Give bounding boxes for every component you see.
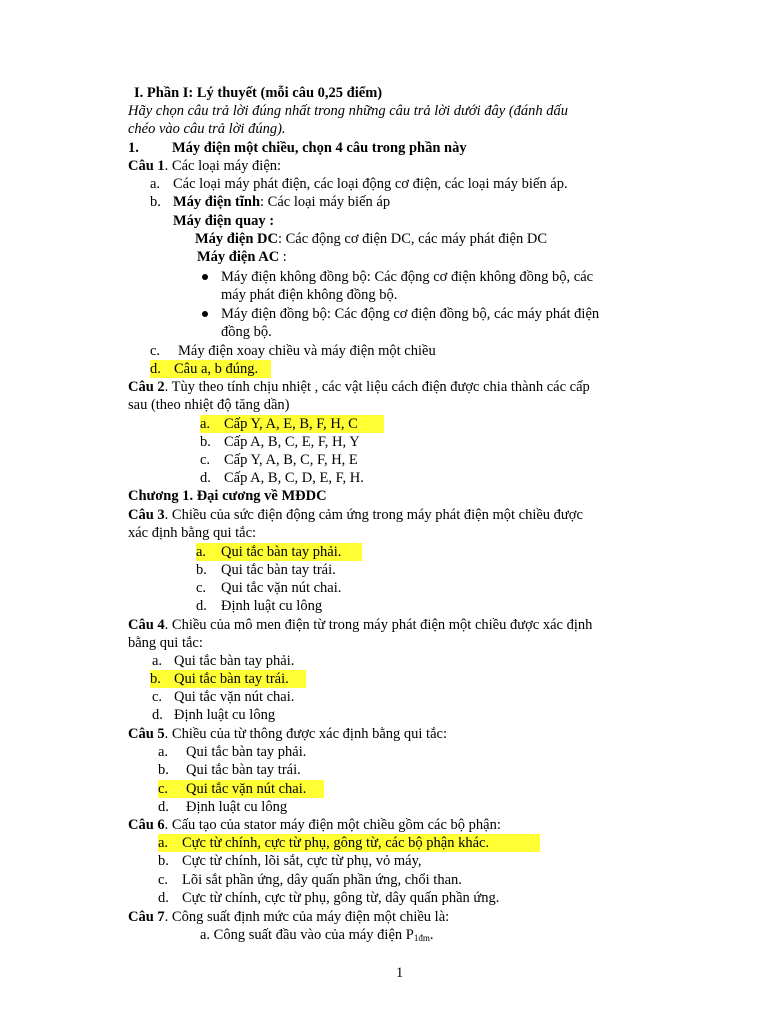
q2-option-d-marker: d.	[200, 470, 211, 486]
q2-option-a	[200, 415, 384, 433]
q6-option-b-text: Cực từ chính, lõi sắt, cực từ phụ, vỏ máy,	[182, 853, 422, 869]
option-end: .	[429, 927, 434, 943]
question-2	[128, 378, 590, 396]
option-marker: a.	[200, 416, 211, 432]
q3-option-d-text: Định luật cu lông	[221, 598, 323, 614]
question-6	[128, 816, 501, 834]
rotating-machines-title: Máy điện quay :	[173, 213, 275, 229]
question-3	[128, 506, 583, 524]
bullet-icon	[202, 274, 208, 280]
question-4	[128, 616, 592, 634]
question-7	[128, 908, 449, 926]
chapter1-title: Chương 1. Đại cương về MĐDC	[128, 488, 327, 504]
question-2-line2: sau (theo nhiệt độ tăng dần)	[128, 397, 290, 413]
q3-option-a	[196, 543, 362, 561]
option-text: Câu a, b đúng.	[174, 361, 259, 377]
section-title: I. Phần I: Lý thuyết (mỗi câu 0,25 điểm)	[134, 85, 383, 101]
q4-option-c-text: Qui tắc vặn nút chai.	[174, 689, 295, 705]
question-text: . Tùy theo tính chịu nhiệt , các vật liệu cách điện được chia thành các cấp	[164, 379, 590, 395]
question-text: . Chiều của mô men điện từ trong máy phát điện một chiều được xác định	[164, 617, 593, 633]
bullet1-line2: máy phát điện không đồng bộ.	[221, 287, 398, 303]
q3-option-b-text: Qui tắc bàn tay trái.	[221, 562, 336, 578]
q3-option-c-marker: c.	[196, 580, 207, 596]
q2-option-b-text: Cấp A, B, C, E, F, H, Y	[224, 434, 360, 450]
option-marker: a.	[196, 544, 207, 560]
bullet-icon	[202, 311, 208, 317]
question-label: Câu 2	[128, 379, 165, 395]
q6-option-d-marker: d.	[158, 890, 169, 906]
q4-option-a-text: Qui tắc bàn tay phải.	[174, 653, 295, 669]
question-label: Câu 4	[128, 617, 165, 633]
bullet1-line1: Máy điện không đồng bộ: Các động cơ điện không đồng bộ, các	[221, 269, 594, 285]
q6-option-b-marker: b.	[158, 853, 169, 869]
part1-title: Máy điện một chiều, chọn 4 câu trong phần này	[172, 140, 467, 156]
option-text: Qui tắc bàn tay trái.	[174, 671, 289, 687]
q5-option-b-text: Qui tắc bàn tay trái.	[186, 762, 301, 778]
option-text: Cực từ chính, cực từ phụ, gông từ, các bộ phận khác.	[182, 835, 490, 851]
question-label: Câu 1	[128, 158, 165, 174]
q4-option-d-text: Định luật cu lông	[174, 707, 276, 723]
q1-option-a-marker: a.	[150, 176, 161, 192]
q3-option-c-text: Qui tắc vặn nút chai.	[221, 580, 342, 596]
question-text: . Cấu tạo của stator máy điện một chiều gồm các bộ phận:	[164, 817, 501, 833]
q1-option-a-text: Các loại máy phát điện, các loại động cơ điện, các loại máy biến áp.	[173, 176, 568, 192]
q1-option-b-marker: b.	[150, 194, 161, 210]
option-text: a. Công suất đầu vào của máy điện P	[200, 927, 414, 943]
bold-term: Máy điện AC	[197, 249, 280, 265]
question-3-line2: xác định bằng qui tắc:	[128, 525, 257, 541]
q5-option-b-marker: b.	[158, 762, 169, 778]
q4-option-a-marker: a.	[152, 653, 163, 669]
q4-option-d-marker: d.	[152, 707, 163, 723]
option-marker: b.	[150, 671, 161, 687]
q6-option-a	[158, 834, 540, 852]
option-marker: a.	[158, 835, 169, 851]
question-label: Câu 3	[128, 507, 165, 523]
question-text: . Chiều của sức điện động cảm ứng trong máy phát điện một chiều được	[164, 507, 583, 523]
question-5	[128, 725, 447, 743]
q5-option-a-text: Qui tắc bàn tay phải.	[186, 744, 307, 760]
question-4-line2: bằng qui tắc:	[128, 635, 203, 651]
definition-text: : Các loại máy biến áp	[260, 194, 391, 210]
q1-option-c-marker: c.	[150, 343, 161, 359]
part1-number: 1.	[128, 140, 139, 156]
option-text: Qui tắc vặn nút chai.	[186, 781, 307, 797]
q6-option-c-marker: c.	[158, 872, 169, 888]
q6-option-c-text: Lõi sắt phần ứng, dây quấn phần ứng, chổi than.	[182, 872, 462, 888]
dc-machines-line	[195, 230, 547, 248]
q1-option-b-text	[173, 193, 390, 211]
q6-option-d-text: Cực từ chính, cực từ phụ, gông từ, dây quấn phần ứng.	[182, 890, 500, 906]
option-marker: c.	[158, 781, 169, 797]
q5-option-c	[158, 780, 324, 798]
q3-option-b-marker: b.	[196, 562, 207, 578]
q5-option-d-marker: d.	[158, 799, 169, 815]
question-text: . Công suất định mức của máy điện một chiều là:	[164, 909, 450, 925]
option-text: Cấp Y, A, E, B, F, H, C	[224, 416, 358, 432]
instruction-line2: chéo vào câu trả lời đúng).	[128, 121, 286, 137]
q2-option-d-text: Cấp A, B, C, D, E, F, H.	[224, 470, 364, 486]
question-label: Câu 6	[128, 817, 165, 833]
ac-machines-line	[197, 248, 287, 266]
bullet2-line1: Máy điện đồng bộ: Các động cơ điện đồng bộ, các máy phát điện	[221, 306, 600, 322]
bold-term: Máy điện DC	[195, 231, 278, 247]
q2-option-b-marker: b.	[200, 434, 211, 450]
q2-option-c-marker: c.	[200, 452, 211, 468]
q3-option-d-marker: d.	[196, 598, 207, 614]
question-text: . Các loại máy điện:	[164, 158, 282, 174]
option-text: Qui tắc bàn tay phải.	[221, 544, 342, 560]
bullet2-line2: đồng bộ.	[221, 324, 272, 340]
q7-option-a	[200, 926, 433, 944]
q1-option-d-highlight	[150, 360, 271, 378]
bold-term: Máy điện tĩnh	[173, 194, 261, 210]
q5-option-a-marker: a.	[158, 744, 169, 760]
q1-option-c-text: Máy điện xoay chiều và máy điện một chiều	[178, 343, 436, 359]
question-1	[128, 157, 281, 175]
instruction-line1: Hãy chọn câu trả lời đúng nhất trong những câu trả lời dưới đây (đánh dấu	[128, 103, 569, 119]
q4-option-c-marker: c.	[152, 689, 163, 705]
question-label: Câu 7	[128, 909, 165, 925]
subscript: 1đm	[413, 933, 430, 943]
option-marker: d.	[150, 361, 161, 377]
q2-option-c-text: Cấp Y, A, B, C, F, H, E	[224, 452, 358, 468]
page-number: 1	[396, 965, 404, 981]
q4-option-b	[150, 670, 306, 688]
definition-text: : Các động cơ điện DC, các máy phát điện DC	[277, 231, 547, 247]
definition-text: :	[279, 249, 287, 265]
q5-option-d-text: Định luật cu lông	[186, 799, 288, 815]
question-text: . Chiều của từ thông được xác định bằng qui tắc:	[164, 726, 447, 742]
question-label: Câu 5	[128, 726, 165, 742]
